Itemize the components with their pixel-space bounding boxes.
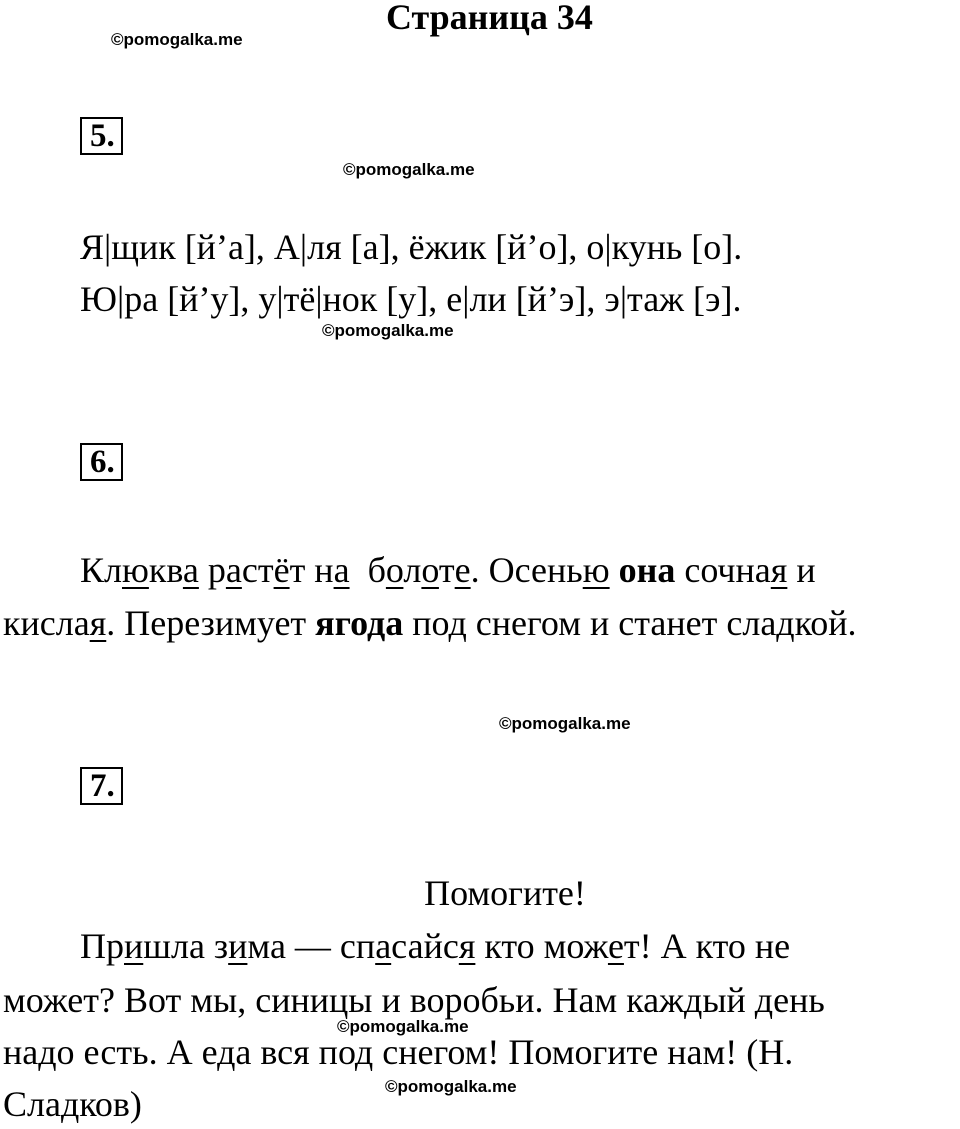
watermark: ©pomogalka.me (337, 1017, 469, 1036)
task7-heading: Помогите! (424, 873, 586, 913)
watermark: ©pomogalka.me (499, 714, 631, 733)
page-title: Страница 34 (386, 0, 593, 37)
task7-line-2: может? Вот мы, синицы и воробьи. Нам каждый день (3, 980, 825, 1020)
task5-line-2: Ю|ра [й’у], у|тё|нок [у], е|ли [й’э], э|таж [э]. (80, 279, 742, 319)
task-number-5: 5. (80, 117, 123, 155)
task6-line-2: кислая. Перезимует ягода под снегом и станет сладкой. (3, 603, 857, 643)
task-number-7: 7. (80, 767, 123, 805)
task7-line-3: надо есть. А еда вся под снегом! Помогите нам! (Н. (3, 1032, 794, 1072)
task-number-6: 6. (80, 443, 123, 481)
task7-line-1: Пришла зима — спасайся кто может! А кто не (80, 926, 791, 966)
task5-line-1: Я|щик [й’а], А|ля [а], ёжик [й’о], о|кунь [о]. (80, 227, 743, 267)
task6-line-1: Клюква растёт на болоте. Осенью она сочная и (80, 550, 816, 590)
task7-line-4: Сладков) (3, 1084, 142, 1124)
watermark: ©pomogalka.me (343, 160, 475, 179)
watermark: ©pomogalka.me (111, 30, 243, 49)
watermark: ©pomogalka.me (322, 321, 454, 340)
watermark: ©pomogalka.me (385, 1077, 517, 1096)
